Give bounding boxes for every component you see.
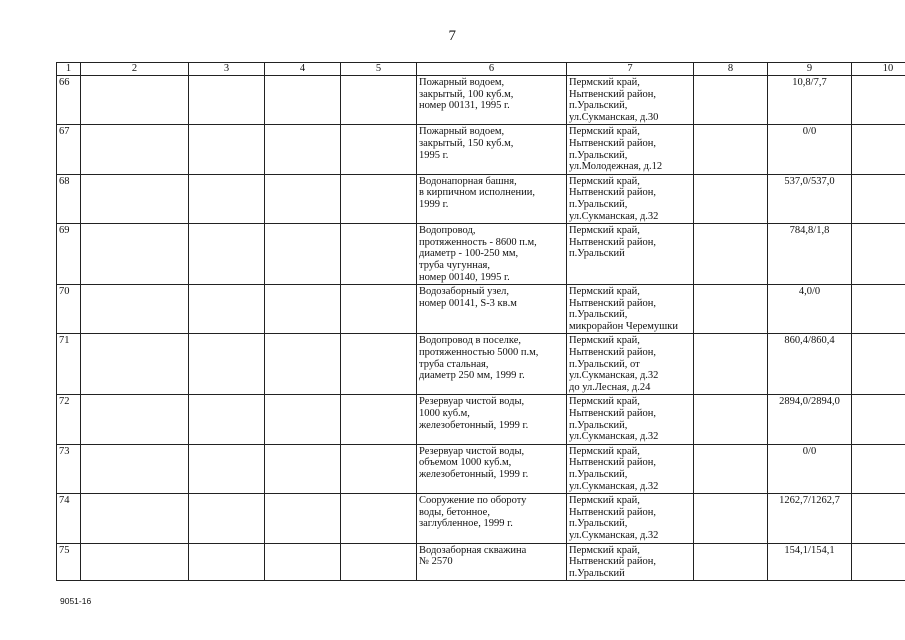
column-header: 5: [341, 63, 417, 76]
row-number: 66: [57, 76, 81, 125]
empty-cell: [852, 395, 905, 444]
empty-cell: [189, 285, 265, 334]
address-line: Пермский край,: [569, 335, 640, 347]
address-line: Нытвенский район,: [569, 297, 657, 309]
empty-cell: [852, 125, 905, 174]
description-line: Водонапорная башня,: [419, 175, 517, 187]
row-number: 69: [57, 224, 81, 285]
empty-cell: [81, 444, 189, 493]
empty-cell: [189, 444, 265, 493]
empty-cell: [852, 224, 905, 285]
cost-value: 860,4/860,4: [768, 334, 852, 395]
row-number: 71: [57, 334, 81, 395]
object-address: [567, 444, 694, 493]
address-line: Пермский край,: [569, 544, 640, 556]
object-address: [567, 174, 694, 223]
empty-cell: [341, 444, 417, 493]
address-line: Пермский край,: [569, 126, 640, 138]
address-line: п.Уральский,: [569, 198, 628, 210]
address-line: Нытвенский район,: [569, 137, 657, 149]
object-description: [417, 334, 567, 395]
row-number: 73: [57, 444, 81, 493]
empty-cell: [81, 395, 189, 444]
column-header: 1: [57, 63, 81, 76]
empty-cell: [265, 125, 341, 174]
empty-cell: [694, 444, 768, 493]
cost-value: 154,1/154,1: [768, 543, 852, 581]
description-line: диаметр - 100-250 мм,: [419, 248, 519, 260]
address-line: Нытвенский район,: [569, 88, 657, 100]
empty-cell: [265, 444, 341, 493]
description-line: Резервуар чистой воды,: [419, 445, 525, 457]
empty-cell: [852, 174, 905, 223]
description-line: протяженность - 8600 п.м,: [419, 236, 537, 248]
cost-value: 4,0/0: [768, 285, 852, 334]
empty-cell: [341, 224, 417, 285]
address-line: Нытвенский район,: [569, 506, 657, 518]
row-number: 72: [57, 395, 81, 444]
cost-value: 0/0: [768, 125, 852, 174]
empty-cell: [852, 334, 905, 395]
empty-cell: [694, 174, 768, 223]
address-line: микрорайон Черемушки: [569, 320, 678, 332]
object-description: [417, 125, 567, 174]
empty-cell: [265, 224, 341, 285]
object-address: [567, 395, 694, 444]
description-line: Пожарный водоем,: [419, 77, 505, 88]
address-line: п.Уральский,: [569, 469, 628, 480]
address-line: п.Уральский: [569, 248, 625, 260]
address-line: ул.Сукманская, д.32: [569, 370, 659, 382]
address-line: Пермский край,: [569, 445, 640, 457]
column-header: 3: [189, 63, 265, 76]
empty-cell: [81, 224, 189, 285]
page-number: 7: [448, 28, 457, 44]
empty-cell: [265, 494, 341, 543]
object-description: [417, 444, 567, 493]
empty-cell: [694, 395, 768, 444]
description-line: номер 00140, 1995 г.: [419, 271, 510, 283]
empty-cell: [81, 334, 189, 395]
address-line: п.Уральский,: [569, 309, 628, 321]
empty-cell: [694, 494, 768, 543]
address-line: Пермский край,: [569, 286, 640, 298]
object-address: [567, 543, 694, 581]
table-row: [57, 543, 905, 581]
cost-value: 784,8/1,8: [768, 224, 852, 285]
row-number: 75: [57, 543, 81, 581]
cost-value: 10,8/7,7: [768, 76, 852, 125]
address-line: ул.Сукманская, д.32: [569, 210, 659, 222]
empty-cell: [189, 334, 265, 395]
description-line: воды, бетонное,: [419, 506, 490, 518]
address-line: Пермский край,: [569, 396, 640, 408]
description-line: Водопровод,: [419, 225, 476, 237]
description-line: Водозаборная скважина: [419, 544, 527, 556]
object-description: [417, 285, 567, 334]
empty-cell: [852, 543, 905, 581]
empty-cell: [265, 285, 341, 334]
empty-cell: [265, 334, 341, 395]
cost-value: 1262,7/1262,7: [768, 494, 852, 543]
description-line: железобетонный, 1999 г.: [419, 419, 529, 431]
object-description: [417, 174, 567, 223]
empty-cell: [189, 125, 265, 174]
address-line: Нытвенский район,: [569, 347, 657, 359]
header-row: [57, 63, 905, 76]
object-address: [567, 285, 694, 334]
empty-cell: [265, 174, 341, 223]
object-address: [567, 494, 694, 543]
empty-cell: [81, 125, 189, 174]
description-line: закрытый, 150 куб.м,: [419, 137, 514, 149]
column-header: 7: [567, 63, 694, 76]
object-description: [417, 76, 567, 125]
row-number: 67: [57, 125, 81, 174]
address-line: п.Уральский,: [569, 419, 628, 431]
object-address: [567, 76, 694, 125]
empty-cell: [341, 76, 417, 125]
object-description: [417, 494, 567, 543]
description-line: труба стальная,: [419, 358, 489, 370]
empty-cell: [189, 543, 265, 581]
description-line: 1995 г.: [419, 149, 449, 161]
address-line: ул.Сукманская, д.32: [569, 431, 659, 443]
address-line: ул.Сукманская, д.32: [569, 529, 659, 541]
table-row: [57, 334, 905, 395]
empty-cell: [694, 334, 768, 395]
empty-cell: [694, 125, 768, 174]
empty-cell: [341, 494, 417, 543]
description-line: объемом 1000 куб.м,: [419, 457, 512, 469]
footer-code: 9051-16: [60, 596, 92, 606]
empty-cell: [694, 285, 768, 334]
empty-cell: [341, 395, 417, 444]
description-line: закрытый, 100 куб.м,: [419, 88, 514, 100]
column-header: 4: [265, 63, 341, 76]
empty-cell: [81, 174, 189, 223]
empty-cell: [852, 285, 905, 334]
cost-value: 537,0/537,0: [768, 174, 852, 223]
empty-cell: [341, 174, 417, 223]
address-line: ул.Сукманская, д.30: [569, 111, 659, 123]
description-line: Водозаборный узел,: [419, 286, 510, 298]
empty-cell: [81, 76, 189, 125]
description-line: Пожарный водоем,: [419, 126, 505, 138]
description-line: № 2570: [419, 556, 453, 568]
address-line: Пермский край,: [569, 225, 640, 237]
address-line: Нытвенский район,: [569, 236, 657, 248]
address-line: Пермский край,: [569, 77, 640, 88]
object-address: [567, 125, 694, 174]
description-line: труба чугунная,: [419, 259, 491, 271]
address-line: п.Уральский,: [569, 100, 628, 112]
description-line: Водопровод в поселке,: [419, 335, 521, 347]
cost-value: 2894,0/2894,0: [768, 395, 852, 444]
empty-cell: [852, 76, 905, 125]
address-line: ул.Сукманская, д.32: [569, 480, 659, 492]
empty-cell: [189, 174, 265, 223]
description-line: Сооружение по обороту: [419, 495, 527, 507]
address-line: п.Уральский,: [569, 149, 628, 161]
column-header: 8: [694, 63, 768, 76]
address-line: Пермский край,: [569, 495, 640, 507]
description-line: номер 00141, S-3 кв.м: [419, 297, 517, 309]
address-line: Нытвенский район,: [569, 187, 657, 199]
description-line: Резервуар чистой воды,: [419, 396, 525, 408]
description-line: в кирпичном исполнении,: [419, 187, 536, 199]
empty-cell: [265, 76, 341, 125]
address-line: п.Уральский,: [569, 518, 628, 530]
object-address: [567, 334, 694, 395]
table-row: [57, 285, 905, 334]
description-line: диаметр 250 мм, 1999 г.: [419, 370, 525, 382]
empty-cell: [265, 395, 341, 444]
property-table: [56, 62, 905, 581]
empty-cell: [81, 494, 189, 543]
row-number: 74: [57, 494, 81, 543]
table-row: [57, 395, 905, 444]
empty-cell: [189, 395, 265, 444]
table-body: [57, 76, 905, 581]
address-line: ул.Молодежная, д.12: [569, 161, 663, 173]
empty-cell: [81, 285, 189, 334]
column-header: 9: [768, 63, 852, 76]
description-line: железобетонный, 1999 г.: [419, 469, 529, 480]
column-header: 6: [417, 63, 567, 76]
empty-cell: [341, 125, 417, 174]
table-row: [57, 174, 905, 223]
empty-cell: [189, 224, 265, 285]
empty-cell: [852, 494, 905, 543]
column-header: 10: [852, 63, 905, 76]
address-line: до ул.Лесная, д.24: [569, 381, 651, 393]
empty-cell: [694, 224, 768, 285]
object-address: [567, 224, 694, 285]
empty-cell: [852, 444, 905, 493]
empty-cell: [189, 494, 265, 543]
cost-value: 0/0: [768, 444, 852, 493]
empty-cell: [694, 543, 768, 581]
empty-cell: [341, 285, 417, 334]
address-line: Пермский край,: [569, 175, 640, 187]
table-row: [57, 76, 905, 125]
description-line: номер 00131, 1995 г.: [419, 100, 510, 112]
table-row: [57, 125, 905, 174]
description-line: 1999 г.: [419, 198, 449, 210]
table-row: [57, 444, 905, 493]
address-line: Нытвенский район,: [569, 556, 657, 568]
object-description: [417, 224, 567, 285]
table-row: [57, 224, 905, 285]
description-line: 1000 куб.м,: [419, 408, 470, 420]
address-line: Нытвенский район,: [569, 457, 657, 469]
table-row: [57, 494, 905, 543]
empty-cell: [341, 543, 417, 581]
empty-cell: [265, 543, 341, 581]
empty-cell: [694, 76, 768, 125]
address-line: Нытвенский район,: [569, 408, 657, 420]
empty-cell: [189, 76, 265, 125]
empty-cell: [341, 334, 417, 395]
description-line: протяженностью 5000 п.м,: [419, 347, 539, 359]
object-description: [417, 543, 567, 581]
description-line: заглубленное, 1999 г.: [419, 518, 513, 530]
address-line: п.Уральский, от: [569, 358, 640, 370]
object-description: [417, 395, 567, 444]
empty-cell: [81, 543, 189, 581]
row-number: 70: [57, 285, 81, 334]
row-number: 68: [57, 174, 81, 223]
address-line: п.Уральский: [569, 567, 625, 579]
column-header: 2: [81, 63, 189, 76]
